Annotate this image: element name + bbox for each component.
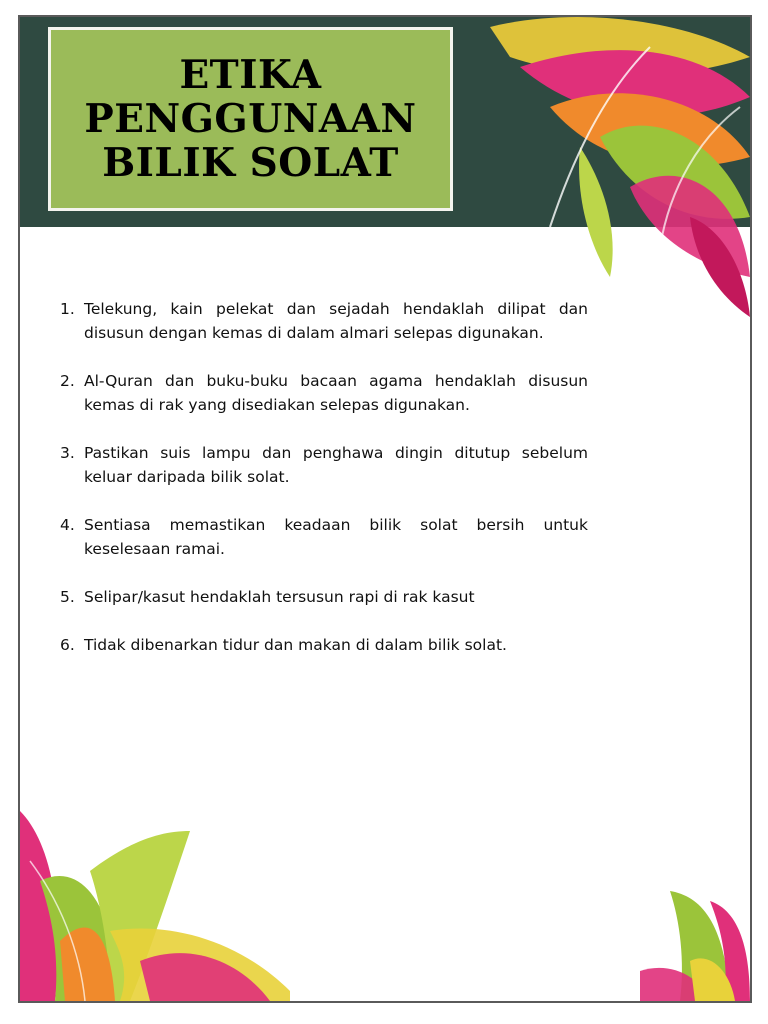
rule-text: Pastikan suis lampu dan penghawa dingin ditutup sebelum keluar daripada bilik solat. bbox=[84, 444, 588, 486]
leaf-decoration-top-icon bbox=[450, 17, 750, 317]
rule-item bbox=[60, 297, 588, 345]
rule-number: 1. bbox=[60, 300, 75, 318]
rule-text: Tidak dibenarkan tidur dan makan di dalam bilik solat. bbox=[84, 636, 507, 654]
rule-item bbox=[60, 585, 588, 609]
title-box bbox=[48, 27, 453, 211]
leaf-decoration-bottom-left-icon bbox=[20, 801, 290, 1001]
poster bbox=[18, 15, 752, 1003]
rule-number: 2. bbox=[60, 372, 75, 390]
title-line-3: BILIK SOLAT bbox=[102, 140, 399, 186]
rule-text: Telekung, kain pelekat dan sejadah hendaklah dilipat dan disusun dengan kemas di dalam almari selepas digunakan. bbox=[84, 300, 588, 342]
title-line-1: ETIKA bbox=[179, 52, 322, 98]
rule-text: Al-Quran dan buku-buku bacaan agama hendaklah disusun kemas di rak yang disediakan selepas digunakan. bbox=[84, 372, 588, 414]
rule-text: Sentiasa memastikan keadaan bilik solat bersih untuk keselesaan ramai. bbox=[84, 516, 588, 558]
rule-text: Selipar/kasut hendaklah tersusun rapi di rak kasut bbox=[84, 588, 475, 606]
rule-item bbox=[60, 513, 588, 561]
rule-number: 5. bbox=[60, 588, 75, 606]
rule-item bbox=[60, 441, 588, 489]
rule-item bbox=[60, 369, 588, 417]
rule-item bbox=[60, 633, 588, 657]
rules-list bbox=[60, 297, 588, 681]
rule-number: 3. bbox=[60, 444, 75, 462]
rule-number: 6. bbox=[60, 636, 75, 654]
rule-number: 4. bbox=[60, 516, 75, 534]
title-line-2: PENGGUNAAN bbox=[84, 96, 417, 142]
leaf-decoration-bottom-right-icon bbox=[630, 891, 750, 1001]
